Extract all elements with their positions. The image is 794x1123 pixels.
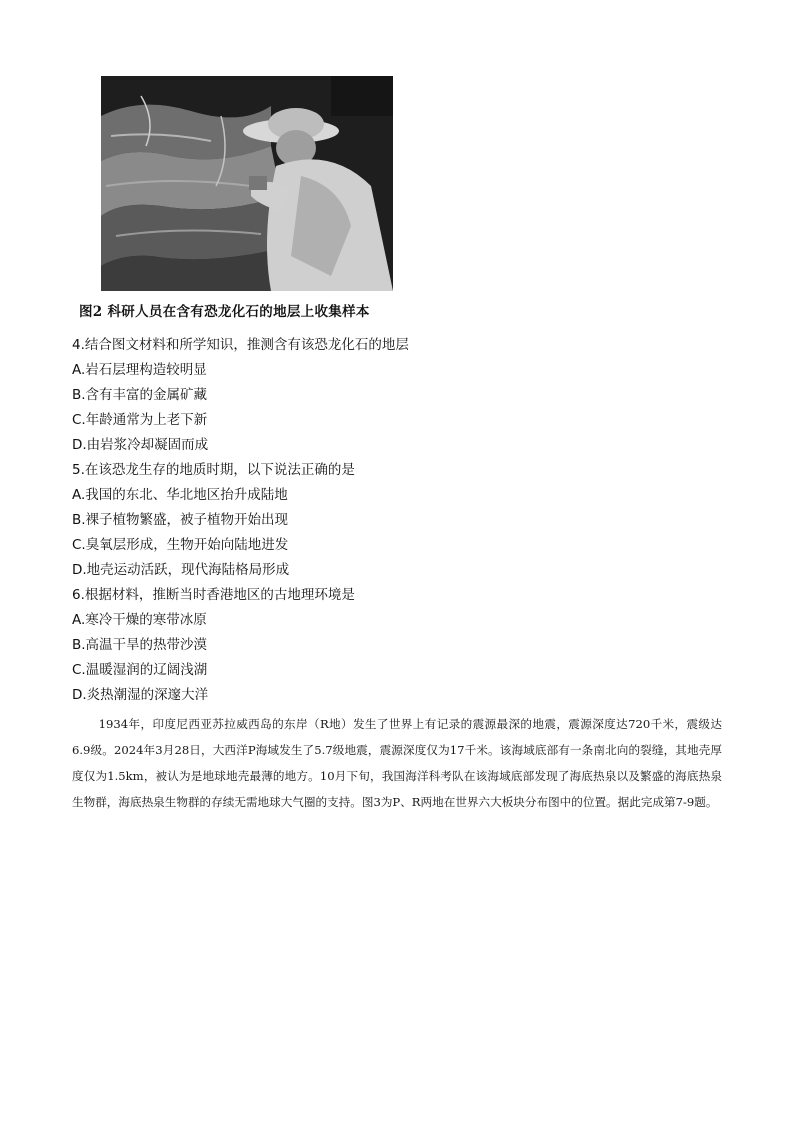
question-5-option-d: D.地壳运动活跃，现代海陆格局形成 bbox=[72, 562, 290, 578]
figure-caption: 图2 科研人员在含有恐龙化石的地层上收集样本 bbox=[79, 304, 370, 320]
question-4-option-a: A.岩石层理构造较明显 bbox=[72, 362, 207, 378]
question-6-stem: 6.根据材料，推断当时香港地区的古地理环境是 bbox=[72, 587, 355, 603]
question-6-option-a: A.寒冷干燥的寒带冰原 bbox=[72, 612, 207, 628]
question-5-option-a: A.我国的东北、华北地区抬升成陆地 bbox=[72, 487, 288, 503]
question-6-option-c: C.温暖湿润的辽阔浅湖 bbox=[72, 662, 208, 678]
question-5-option-c: C.臭氧层形成，生物开始向陆地进发 bbox=[72, 537, 289, 553]
question-5-stem: 5.在该恐龙生存的地质时期，以下说法正确的是 bbox=[72, 462, 355, 478]
question-4-option-c: C.年龄通常为上老下新 bbox=[72, 412, 208, 428]
reading-passage: 1934年，印度尼西亚苏拉威西岛的东岸（R地）发生了世界上有记录的震源最深的地震，震源深度达720千米，震级达6.9级。2024年3月28日，大西洋P海域发生了5.7级地震，震源深度仅为17千米。该海域底部有一条南北向的裂缝，其地壳厚度仅为1.5km，被认为是地球地壳最薄的地方。10月下旬，我国海洋科考队在该海域底部发现了海底热泉以及繁盛的海底热泉生物群，海底热泉生物群的存续无需地球大气圈的支持。图3为P、R两地在世界六大板块分布图中的位置。据此完成第7-9题。 bbox=[72, 717, 722, 809]
question-4-option-d: D.由岩浆冷却凝固而成 bbox=[72, 437, 209, 453]
question-6-option-d: D.炎热潮湿的深邃大洋 bbox=[72, 687, 209, 703]
question-5-option-b: B.裸子植物繁盛，被子植物开始出现 bbox=[72, 512, 289, 528]
question-list bbox=[72, 333, 722, 708]
question-4-option-b: B.含有丰富的金属矿藏 bbox=[72, 387, 208, 403]
photo-illustration bbox=[101, 76, 393, 291]
question-6-option-b: B.高温干旱的热带沙漠 bbox=[72, 637, 208, 653]
question-4-stem: 4.结合图文材料和所学知识，推测含有该恐龙化石的地层 bbox=[72, 337, 409, 353]
fieldwork-photo bbox=[101, 76, 393, 291]
